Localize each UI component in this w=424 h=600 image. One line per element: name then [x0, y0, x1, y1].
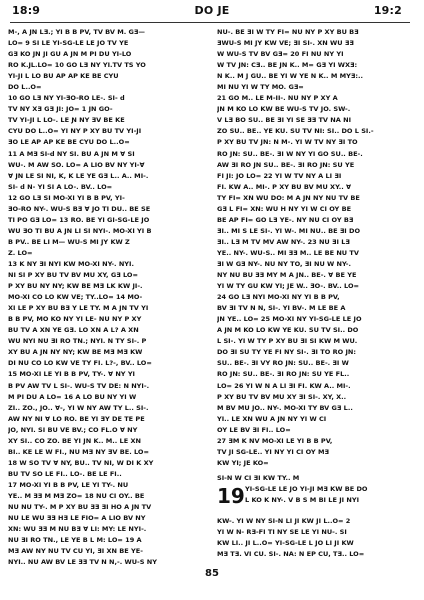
text-line: DI NU CO LO KW VE TY FI. L?-, BV.. LO=	[8, 359, 152, 368]
text-line: TV YI-JI L LO-. LE Ɲ NY ƎV BE KE	[8, 116, 125, 125]
text-line: P XY BU TV BV MU XY ƎI SI-. XY, X..	[217, 392, 347, 401]
text-line: YI-JI L LO BU AP AP KE BE CYU	[8, 72, 119, 81]
text-line: ƎWU-S MI JY KW VE; ƎI SI-. XN WU ƎƎ	[217, 39, 354, 48]
text-line: M BV MU JO.. NY-. MO-XI TY BV GƎ L..	[217, 403, 353, 412]
text-line: ƎI.. LƎ M TV MV AW NY-. 23 NU ƎI LƎ	[217, 237, 350, 246]
text-line: YI.. LE XN WU A JN NY YI W CI	[217, 414, 327, 423]
text-line: TV NY XƎ GƎ JI: JO= 1 JN GO-	[8, 105, 113, 114]
text-line: L KO K NY-. V B S M BI LE JI NYI	[245, 495, 360, 504]
text-line: NU LE WU ƎƎ HƎ LE FIO= A LIO BV NY	[8, 514, 146, 523]
text-line: WU ƎO TI BU A JN LI SI NYI-. MO-XI YI B	[8, 226, 152, 235]
text-line: KW LI.. JI L..O= YI-SG-LE L JO LI JI KW	[217, 539, 354, 548]
text-line: XY SI.. CO ZO. BE YI JN K.. M.. LE XN	[8, 436, 141, 445]
text-line: GƎ L FI= XN: WU H NY YI W CI OY BE	[217, 204, 352, 213]
text-line: XI LE P XY BU BƎ Y LE TY. M A JN TV YI	[8, 304, 149, 313]
text-line: Ɐ JN LE SI NI, K, K LE YE GƎ L.. A.. MI-.	[8, 171, 149, 180]
text-line: FI. KW A.. MI-. P XY BU BV MU XY.. Ɐ	[217, 182, 352, 191]
text-line: BI.. KE LE W FI., NU MƎ NY ƎV BE. LO=	[8, 447, 149, 456]
text-line: ƎO-RO NY-. WU-S BƎ Ɐ JO TI DU.. BE SE	[8, 204, 151, 213]
text-line: B PV AW TV L SI-. WU-S TV DE: N NYI-.	[8, 381, 150, 390]
text-line: WU NYI NU ƎI RO TN.; NYI. N TY SI-. P	[8, 337, 147, 346]
text-line: YI-SG-LE LE JO YI-JI MƎ KW BE DO	[245, 484, 368, 493]
text-line: P XY BU TV JN: N M-. YI W TV NY ƎI TO	[217, 138, 358, 147]
running-header	[0, 4, 424, 22]
text-line: DO L..O=	[8, 83, 42, 92]
text-line: XN: WU ƎƎ M NU BƎ Ɐ LI: MY: LE NYI-.	[8, 525, 147, 534]
text-line: OY LE BV ƎI FI.. LO=	[217, 425, 291, 434]
text-line: BV ƎI TV N N, SI-. YI BV-. M LE BE A	[217, 304, 346, 313]
text-line: TV JI SG-LE.. YI NY YI CI OY MƎ	[217, 447, 329, 456]
text-line: KW YI; JE KO=	[217, 458, 269, 467]
text-line: LO= 9 SI LE YI-SG-LE LE JO TV YE	[8, 39, 129, 48]
header-left-reference: 18:9	[12, 4, 41, 17]
text-line: TY FI= XN WU DO: M A JN NY NU TV BE	[217, 193, 360, 202]
text-line: KW-. YI W NY SI-N LI JI KW JI L..O= 2	[217, 516, 351, 525]
text-line: NYI.. NU AW BV LE ƎƎ TV N N,-. WU-S NY	[8, 558, 157, 567]
text-line: 11 A MƎ SI-d NY SI. BU A JN M Ɐ SI	[8, 149, 135, 158]
text-line: 18 W SO TV Ɐ NY, BU.. TV NI, W DI K XY	[8, 458, 154, 467]
header-right-reference: 19:2	[373, 4, 402, 17]
text-line: SI- d N- YI SI A LO-. BV.. LO=	[8, 182, 113, 191]
text-line: ƎO LE AP AP KE BE CYU DO L..O=	[8, 138, 130, 147]
text-line: RO JN: SU.. BE-. ƎI W NY YI GO SU.. BE-.	[217, 149, 363, 158]
text-line: SU.. BE-. ƎI VY RO JN: SU.. BE-. ƎI W	[217, 359, 349, 368]
text-line: B B PV, MO KO NY YI LE- NU NY P XY	[8, 315, 142, 324]
text-line: JN M KO LO KW BE WU-S TV JO. SW-.	[217, 105, 351, 114]
chapter-start-block	[217, 484, 414, 516]
text-line: YE.. NY-. WU-S.. MI ƎƎ M.. LE BE NU TV	[217, 248, 359, 257]
text-line: XY BU A JN NY NY; KW BE MƎ MƎ KW	[8, 348, 143, 357]
text-line: A JN M KO LO KW YE KU. SU TV SI.. DO	[217, 326, 359, 335]
text-line: YE.. M ƎƎ M MƎ ZO= 18 NU CI OY.. BE	[8, 491, 145, 500]
chapter-number: 19	[217, 483, 245, 508]
text-line: MƎ TƎ. VI CU. SI-. NA: N EP CU, TƎ.. LO=	[217, 550, 365, 559]
text-line: M PI DU A LO= 16 A LO BU NY YI W	[8, 392, 137, 401]
text-line: NU ƎI RO TN., LE YE B L M: LO= 19 A	[8, 536, 142, 545]
text-line: NU-. BE ƎI W TY FI= NU NY P XY BU BƎ	[217, 28, 359, 36]
text-line: 24 GO LƎ NYI MO-XI NY YI B B PV,	[217, 293, 340, 302]
text-line: AW ƎI RO JN SU.. BE-. ƎI RO JN: SU YE	[217, 160, 355, 169]
text-line: CYU DO L..O= YI NY P XY BU TV YI-JI	[8, 127, 142, 136]
text-line: 17 MO-XI YI B B PV, LE YI TY-. NU	[8, 480, 129, 489]
page-number: 85	[205, 568, 219, 579]
text-line: M-, A JN LƎ.; YI B B PV, TV BV M. GƎ—	[8, 28, 145, 36]
text-line: JN YE.. LO= 25 MO-XI NY YI-SG-LE LE JO	[217, 315, 362, 324]
text-line: WU-. M AW SO. LO= A LIO BV NY YI-Ɐ	[8, 160, 145, 169]
text-line: NI SI P XY BU TV BV MU XY, GƎ LO=	[8, 271, 138, 280]
text-line: RO K.JL.LO= 10 GO LƎ NY YI.TV TS YO	[8, 61, 146, 70]
text-line: ƎI.. MI S LE SI-. YI W-. MI NU.. BE ƎI DO	[217, 226, 361, 235]
text-line: LO= 26 YI W N A LI ƎI FI. KW A.. MI-.	[217, 381, 351, 390]
text-line: YI W TY GU KW YI; JE W.. ƎO-. BV.. LO=	[217, 282, 360, 291]
text-line: RO JN: SU.. BE-. ƎI RO JN: SU YE FL..	[217, 370, 350, 379]
text-line: BU TV A XN YE GƎ. LO XN A L? A XN	[8, 326, 139, 335]
text-line: W WU-S TV BV GƎ= 20 FI NU NY YI	[217, 50, 344, 59]
text-line: MƎ AW NY NU TV CU YI, ƎI XN BE YE-	[8, 547, 143, 556]
text-line: BE AP FI= GO LƎ YE-. NY NU CI OY BƎ	[217, 215, 354, 224]
right-text-column	[217, 27, 414, 572]
text-line: W TV JN: CƎ.. BE JN K.. M= GƎ YI WXƎ:	[217, 61, 358, 70]
text-line: Z. LO=	[8, 248, 33, 257]
text-line: 15 MO-XI LE YI B B PV, TY-. Ɐ NY YI	[8, 370, 135, 379]
text-line: MI NU YI W TY MO. GƎ=	[217, 83, 304, 92]
text-line: GƎ KO JN JI GU A JN M PI DU YI-LO	[8, 50, 132, 59]
text-line: YI W N- RƎ-FI TI NY SE LE YI NU-. SI	[217, 527, 347, 536]
text-line: ZO SU.. BE.. YE KU. SU TV NI: SI.. DO L SI.-	[217, 127, 374, 136]
text-line: 12 GO LƎ SI MO-XI YI B B PV, YI-	[8, 193, 125, 202]
text-line: B PV.. BE LI M— WU-S MI JY KW Z	[8, 237, 130, 246]
text-line: JO, NYI. SI BU VE BV.; CO FL.O Ɐ NY	[8, 425, 138, 434]
text-line: SI-N W CI ƎI KW TY.. M	[217, 473, 300, 482]
text-line: V LƎ BO SU.. BE ƎI YI SE ƎƎ TV NA NI	[217, 116, 352, 125]
text-line: 27 ƎM K NV MO-XI LE YI B B PV,	[217, 436, 333, 445]
text-line: L SI-. YI W TY P XY BU ƎI SI KW M WU.	[217, 337, 358, 346]
text-line: 10 GO LƎ NY YI-ƎO-RO LE-. SI- d	[8, 94, 125, 103]
text-line: NU NU TY-. M P XY BU ƎƎ ƎI HO A JN TV	[8, 503, 152, 512]
text-line: DO ƎI SU TY YE FI NY SI-. ƎI TO RO JN:	[217, 348, 356, 357]
left-text-column	[8, 27, 205, 572]
text-line: 21 GO M.. LE M-II-. NU NY P XY A	[217, 94, 338, 103]
text-line: MO-XI CO LO KW VE; TY..LO= 14 MO-	[8, 293, 143, 302]
text-line: ZI.. ZO., JO.. Ɐ-, YI W NY AW TY L.. SI-.	[8, 403, 149, 412]
header-rule	[10, 22, 410, 23]
text-line: TI PO GƎ LO= 13 RO. BE YI GI-SG-LE JO	[8, 215, 150, 224]
text-line: BU TV SO LE FI.. LO-. BE LE FI..	[8, 469, 122, 478]
text-line: FI JI: JO LO= 22 YI W TV NY A LI ƎI	[217, 171, 342, 180]
header-book-title: DO JE	[194, 4, 230, 17]
text-line: P XY BU NY NY; KW BE MƎ LK KW JI-.	[8, 282, 143, 291]
text-line: AW NY NI Ɐ LO RO. BE YI ƎY DE TE PE	[8, 414, 145, 423]
text-line: ƎI W GƎ NY-. NU NY TO, ƎI NU W NY-.	[217, 259, 352, 268]
text-line: 13 K NY ƎI NYI KW MO-XI NY-. NYI.	[8, 259, 134, 268]
text-line: N K.. M J GU.. BE YI W YE N K.. M MYƎ:..	[217, 72, 363, 81]
text-line: NY NU BU ƎƎ MY M A JN.. BE-. Ɐ BE YE	[217, 271, 357, 280]
